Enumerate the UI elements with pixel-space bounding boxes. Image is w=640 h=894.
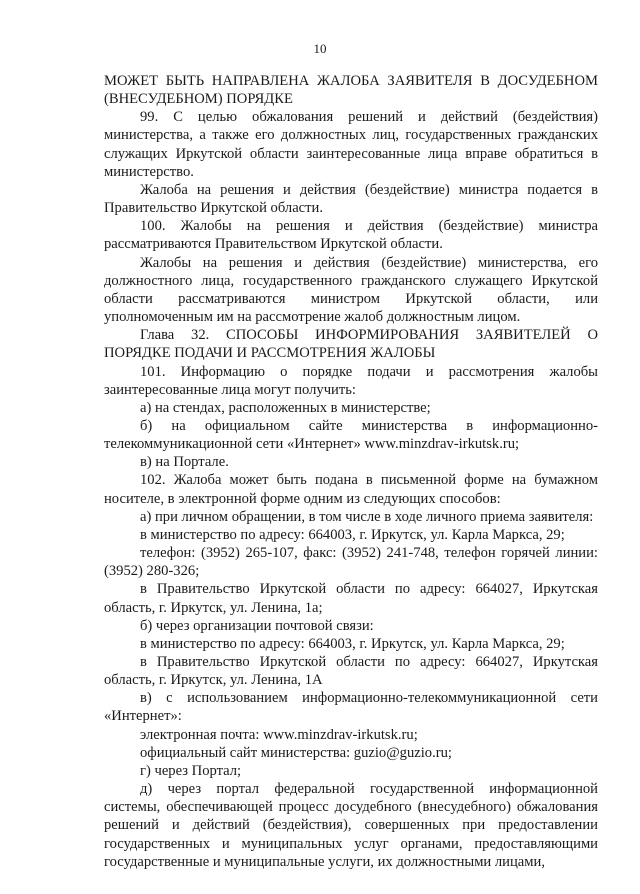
paragraph-100: 100. Жалобы на решения и действия (бездействие) министра рассматриваются Правительством Иркутской области.	[104, 218, 598, 253]
paragraph-complaints-ministry: Жалобы на решения и действия (бездействие) министерства, его должностного лица, государственного гражданского служащего Иркутской области рассматриваются министром Иркутской области, или уполномоченным им на рассмотрение жалоб должностным лицом.	[104, 254, 598, 326]
section-heading-continued: МОЖЕТ БЫТЬ НАПРАВЛЕНА ЖАЛОБА ЗАЯВИТЕЛЯ В ДОСУДЕБНОМ (ВНЕСУДЕБНОМ) ПОРЯДКЕ	[104, 73, 598, 108]
email-info: электронная почта: www.minzdrav-irkutsk.ru;	[140, 726, 418, 743]
list-item-b-postal: б) через организации почтовой связи:	[140, 617, 374, 634]
list-item-v-portal: в) на Портале.	[140, 454, 229, 471]
list-item-g-portal: г) через Портал;	[140, 762, 242, 779]
page-number: 10	[313, 41, 327, 56]
list-item-d-federal-portal: д) через портал федеральной государственной информационной системы, обеспечивающей процесс досудебного (внесудебного) обжалования решений и действий (бездействия), совершенных при предоставлении государственных и муниципальных услуг органами, предоставляющими государственные и муниципальные услуги, их должностными лицами,	[104, 781, 598, 870]
chapter-32-heading: Глава 32. СПОСОБЫ ИНФОРМИРОВАНИЯ ЗАЯВИТЕЛЕЙ О ПОРЯДКЕ ПОДАЧИ И РАССМОТРЕНИЯ ЖАЛОБЫ	[104, 327, 598, 362]
list-item-a-stands: а) на стендах, расположенных в министерстве;	[140, 399, 431, 416]
list-item-b-website: б) на официальном сайте министерства в информационно-телекоммуникационной сети «Интернет» www.minzdrav-irkutsk.ru;	[104, 417, 598, 453]
address-government: в Правительство Иркутской области по адресу: 664027, Иркутская область, г. Иркутск, ул. Ленина, 1а;	[104, 581, 598, 616]
list-item-a-personal: а) при личном обращении, в том числе в ходе личного приема заявителя:	[140, 508, 594, 525]
address-ministry: в министерство по адресу: 664003, г. Иркутск, ул. Карла Маркса, 29;	[140, 526, 565, 543]
document-body	[104, 72, 598, 871]
paragraph-complaint-minister: Жалоба на решения и действия (бездействие) министра подается в Правительство Иркутской области.	[104, 181, 598, 217]
postal-address-ministry: в министерство по адресу: 664003, г. Иркутск, ул. Карла Маркса, 29;	[140, 635, 565, 652]
phone-info: телефон: (3952) 265-107, факс: (3952) 241-748, телефон горячей линии: (3952) 280-326;	[104, 545, 598, 580]
paragraph-101: 101. Информацию о порядке подачи и рассмотрения жалобы заинтересованные лица могут получить:	[104, 363, 598, 398]
postal-address-government: в Правительство Иркутской области по адресу: 664027, Иркутская область, г. Иркутск, ул. Ленина, 1А	[104, 654, 598, 689]
paragraph-99: 99. С целью обжалования решений и действий (бездействия) министерства, а также его должностных лиц, государственных гражданских служащих Иркутской области заинтересованные лица вправе обратиться в министерство.	[104, 109, 598, 180]
website-info: официальный сайт министерства: guzio@guzio.ru;	[140, 744, 452, 761]
list-item-v-internet: в) с использованием информационно-телекоммуникационной сети «Интернет»:	[104, 690, 598, 725]
paragraph-102: 102. Жалоба может быть подана в письменной форме на бумажном носителе, в электронной форме одним из следующих способов:	[104, 472, 598, 507]
